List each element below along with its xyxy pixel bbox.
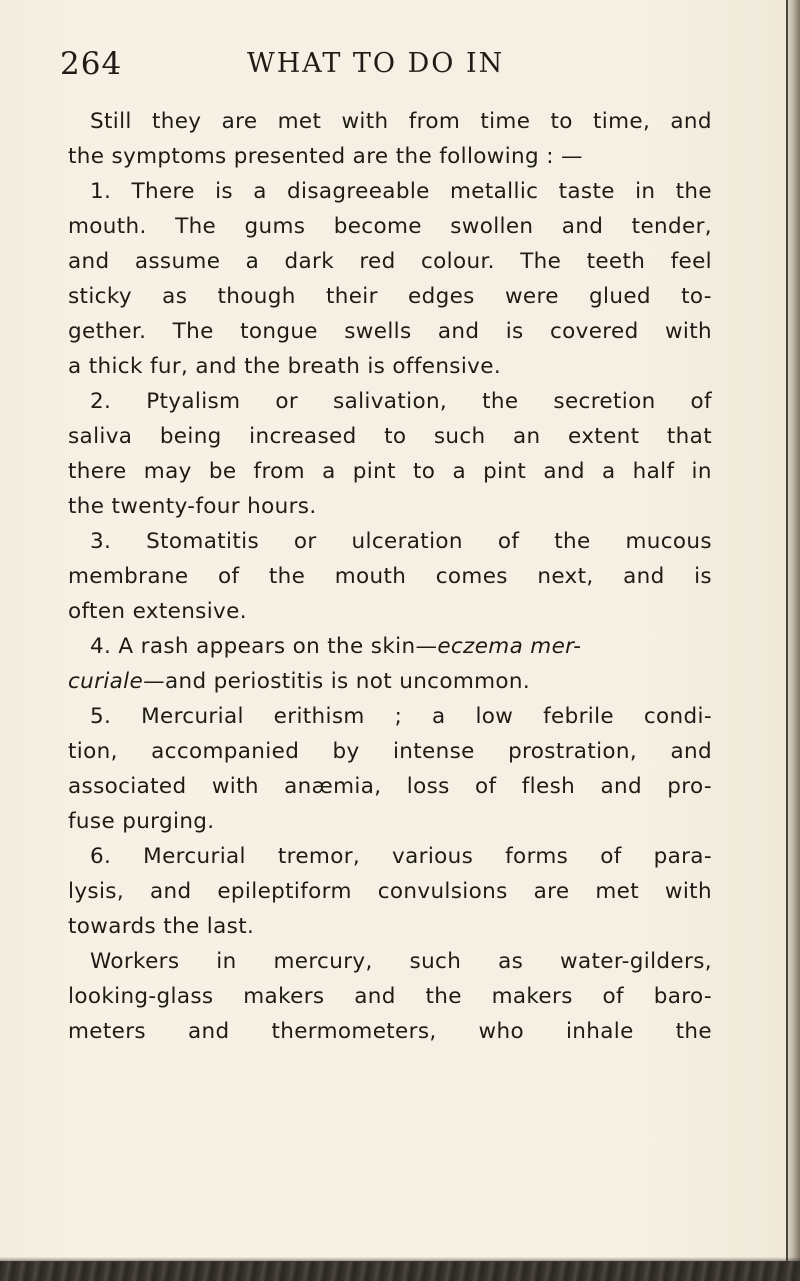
italic-term: eczema mer-	[437, 634, 582, 659]
text-line	[68, 209, 712, 244]
word: of	[690, 389, 712, 414]
word: were	[504, 284, 559, 309]
word: the	[482, 389, 519, 414]
word: lysis,	[68, 879, 125, 904]
text-line: the twenty-four hours.	[68, 494, 317, 519]
word: The	[172, 319, 214, 344]
word: para-	[653, 844, 712, 869]
word: Ptyalism	[146, 389, 241, 414]
word: disagreeable	[287, 179, 430, 204]
word: edges	[408, 284, 475, 309]
word: and	[561, 214, 604, 239]
word: accompanied	[151, 739, 300, 764]
text-line	[68, 734, 712, 769]
word: of	[602, 984, 624, 1009]
word: as	[498, 949, 524, 974]
text-line: a thick fur, and the breath is offensive.	[68, 354, 502, 379]
word: or	[293, 529, 317, 554]
word: prostration,	[508, 739, 638, 764]
word: there	[68, 459, 127, 484]
word: mouth.	[68, 214, 147, 239]
word: swollen	[450, 214, 534, 239]
word: pro-	[667, 774, 712, 799]
word: Stomatitis	[146, 529, 259, 554]
word: thermometers,	[271, 1019, 437, 1044]
word: assume	[134, 249, 221, 274]
word: taste	[558, 179, 615, 204]
text-line: towards the last.	[68, 914, 255, 939]
word: with	[211, 774, 259, 799]
word: of	[600, 844, 622, 869]
word: pint	[483, 459, 527, 484]
text-line	[68, 769, 712, 804]
word: may	[143, 459, 192, 484]
word: in	[216, 949, 237, 974]
word: to-	[681, 284, 712, 309]
text-line	[68, 524, 712, 559]
word: ;	[394, 704, 403, 729]
word: being	[159, 424, 222, 449]
word: met	[595, 879, 639, 904]
word: salivation,	[333, 389, 448, 414]
word: and	[354, 984, 396, 1009]
word: baro-	[653, 984, 712, 1009]
word: from	[408, 109, 461, 134]
text-segment: —and periostitis is not uncommon.	[143, 669, 531, 694]
word: and	[623, 564, 665, 589]
text-line	[68, 314, 712, 349]
word: forms	[505, 844, 569, 869]
word: flesh	[521, 774, 576, 799]
word: the	[425, 984, 462, 1009]
word: 1.	[90, 179, 112, 204]
word: tender,	[631, 214, 712, 239]
word: a	[245, 249, 260, 274]
word: membrane	[68, 564, 189, 589]
word: 6.	[90, 844, 112, 869]
text-line: the symptoms presented are the following : —	[68, 144, 583, 169]
text-line	[68, 104, 712, 139]
text-segment: 4. A rash appears on the skin—	[90, 634, 438, 659]
italic-term: curiale	[68, 669, 144, 694]
word: makers	[243, 984, 325, 1009]
word: metallic	[450, 179, 539, 204]
word: mucous	[625, 529, 712, 554]
word: and	[437, 319, 480, 344]
word: loss	[406, 774, 450, 799]
word: extent	[568, 424, 640, 449]
text-line	[68, 944, 712, 979]
word: saliva	[68, 424, 133, 449]
word: time	[480, 109, 531, 134]
word: a	[322, 459, 336, 484]
word: of	[475, 774, 497, 799]
word: Mercurial	[141, 704, 244, 729]
text-line	[68, 664, 712, 699]
word: a	[452, 459, 466, 484]
word: of	[497, 529, 520, 554]
word: tongue	[240, 319, 318, 344]
running-head: WHAT TO DO IN	[247, 48, 505, 79]
word: and	[670, 109, 712, 134]
word: the	[675, 179, 712, 204]
word: become	[333, 214, 422, 239]
word: to	[413, 459, 436, 484]
word: mouth	[334, 564, 407, 589]
word: swells	[344, 319, 412, 344]
word: makers	[491, 984, 573, 1009]
page-bottom-edge	[0, 1261, 800, 1281]
page-number: 264	[60, 46, 123, 82]
word: and	[670, 739, 712, 764]
word: comes	[435, 564, 508, 589]
word: associated	[68, 774, 187, 799]
word: convulsions	[377, 879, 508, 904]
word: 5.	[90, 704, 112, 729]
page-header	[60, 44, 720, 88]
word: is	[215, 179, 233, 204]
word: Still	[90, 109, 132, 134]
word: a	[601, 459, 616, 484]
text-line	[68, 839, 712, 874]
word: teeth	[586, 249, 646, 274]
word: meters	[68, 1019, 146, 1044]
text-line	[68, 1014, 712, 1049]
word: from	[253, 459, 305, 484]
word: with	[341, 109, 389, 134]
word: time,	[593, 109, 651, 134]
text-line	[68, 384, 712, 419]
word: Workers	[90, 949, 180, 974]
word: such	[433, 424, 486, 449]
text-line	[68, 174, 712, 209]
text-line: fuse purging.	[68, 809, 215, 834]
word: 3.	[90, 529, 112, 554]
word: mercury,	[273, 949, 373, 974]
word: The	[520, 249, 562, 274]
word: who	[478, 1019, 524, 1044]
word: gums	[244, 214, 306, 239]
word: half	[632, 459, 675, 484]
word: be	[208, 459, 237, 484]
text-line	[68, 874, 712, 909]
word: gether.	[68, 319, 147, 344]
word: covered	[549, 319, 639, 344]
word: The	[175, 214, 217, 239]
word: to	[550, 109, 573, 134]
word: are	[221, 109, 258, 134]
word: There	[131, 179, 195, 204]
word: of	[217, 564, 240, 589]
word: is	[505, 319, 524, 344]
text-line	[68, 979, 712, 1014]
word: their	[325, 284, 378, 309]
word: looking-glass	[68, 984, 214, 1009]
word: pint	[352, 459, 396, 484]
word: next,	[537, 564, 594, 589]
word: that	[666, 424, 712, 449]
word: a	[253, 179, 267, 204]
body-text	[68, 104, 712, 1049]
word: and	[187, 1019, 230, 1044]
word: epileptiform	[217, 879, 352, 904]
word: in	[635, 179, 656, 204]
word: to	[384, 424, 407, 449]
word: is	[694, 564, 712, 589]
word: increased	[249, 424, 357, 449]
word: or	[275, 389, 299, 414]
word: secretion	[553, 389, 656, 414]
text-line	[68, 454, 712, 489]
word: intense	[392, 739, 475, 764]
text-line	[68, 699, 712, 734]
word: condi-	[643, 704, 712, 729]
word: low	[475, 704, 514, 729]
text-line	[68, 279, 712, 314]
word: and	[149, 879, 192, 904]
word: glued	[589, 284, 651, 309]
word: the	[554, 529, 591, 554]
word: an	[513, 424, 541, 449]
word: inhale	[565, 1019, 634, 1044]
word: tion,	[68, 739, 118, 764]
word: by	[332, 739, 360, 764]
word: and	[543, 459, 585, 484]
text-line	[68, 559, 712, 594]
text-line: often extensive.	[68, 599, 247, 624]
word: sticky	[68, 284, 132, 309]
word: as	[162, 284, 188, 309]
word: dark	[284, 249, 335, 274]
word: and	[600, 774, 642, 799]
word: red	[359, 249, 396, 274]
word: feel	[670, 249, 712, 274]
word: the	[675, 1019, 712, 1044]
word: various	[392, 844, 474, 869]
word: with	[664, 319, 712, 344]
word: with	[664, 879, 712, 904]
word: erithism	[273, 704, 365, 729]
word: the	[268, 564, 306, 589]
word: Mercurial	[143, 844, 246, 869]
word: are	[533, 879, 570, 904]
word: tremor,	[277, 844, 361, 869]
word: colour.	[420, 249, 495, 274]
word: in	[691, 459, 712, 484]
word: met	[277, 109, 322, 134]
word: and	[68, 249, 110, 274]
text-line	[68, 419, 712, 454]
word: such	[409, 949, 462, 974]
word: water-gilders,	[560, 949, 712, 974]
page-fore-edge	[788, 0, 800, 1281]
word: 2.	[90, 389, 112, 414]
word: a	[432, 704, 446, 729]
word: they	[151, 109, 202, 134]
word: though	[217, 284, 296, 309]
text-line	[68, 629, 712, 664]
word: ulceration	[351, 529, 463, 554]
word: anæmia,	[284, 774, 382, 799]
text-line	[68, 244, 712, 279]
word: febrile	[543, 704, 614, 729]
